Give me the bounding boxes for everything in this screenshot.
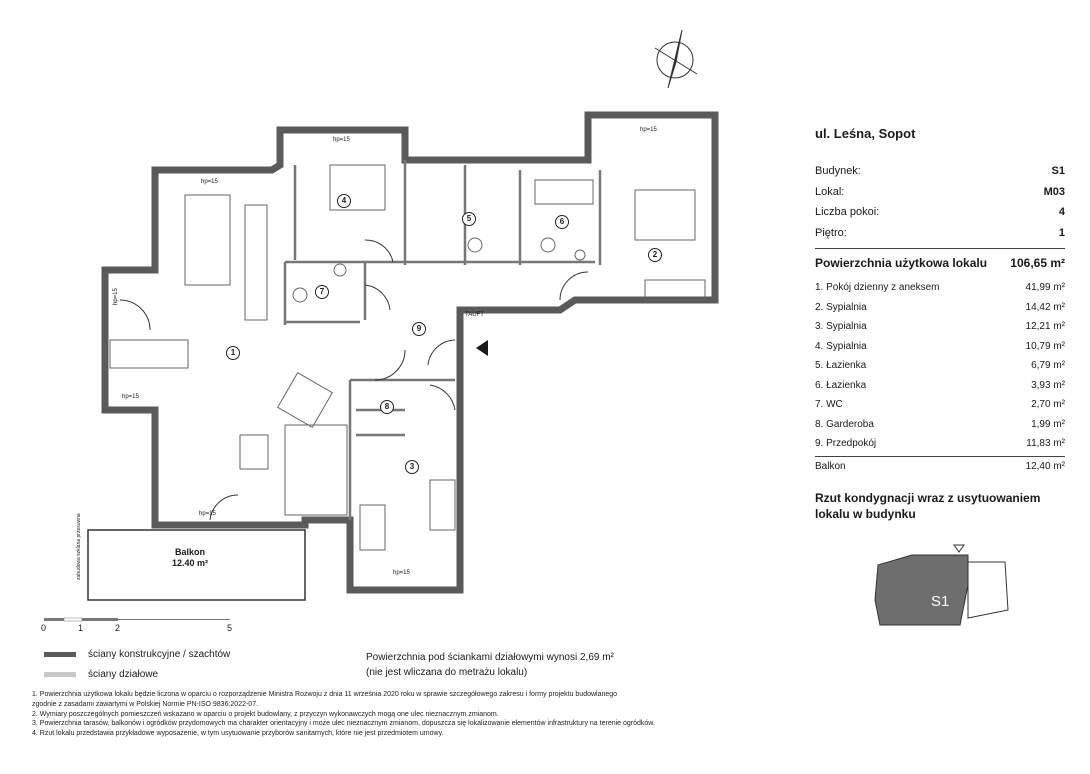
detail-label: Liczba pokoi: — [815, 206, 880, 218]
height-label: hp=15 — [640, 127, 657, 133]
room-number-6: 6 — [555, 215, 569, 229]
room-label: 7. WC — [815, 399, 843, 410]
scale-bar — [44, 618, 230, 621]
detail-value: 4 — [1058, 206, 1065, 218]
legend-item-structural — [44, 644, 230, 664]
room-label: 6. Łazienka — [815, 379, 867, 391]
partition-walls — [285, 160, 600, 520]
balcony-row-value: 12,40 m² — [1025, 460, 1065, 472]
room-area: 6,79 m² — [1031, 360, 1065, 371]
detail-label: Lokal: — [815, 185, 845, 198]
info-panel — [815, 126, 1065, 522]
wall-note-line: (nie jest wliczana do metrażu lokalu) — [366, 667, 528, 678]
usable-area-row — [815, 248, 1065, 272]
address-title: ul. Leśna, Sopot — [815, 126, 916, 141]
usable-area-label: Powierzchnia użytkowa lokalu — [815, 256, 988, 270]
room-area: 1,99 m² — [1031, 418, 1065, 430]
detail-row-building — [815, 161, 1065, 182]
footnotes — [32, 690, 792, 739]
room-number-3: 3 — [405, 460, 419, 474]
room-area: 14,42 m² — [1025, 301, 1065, 313]
entrance-arrow-icon — [476, 340, 488, 356]
key-plan — [875, 545, 1008, 625]
legend — [44, 644, 230, 684]
room-row — [815, 278, 1065, 298]
scale-tick-1: 1 — [78, 623, 84, 633]
room-label: 9. Przedpokój — [815, 438, 877, 449]
footnote-line: 3. Powierzchnia tarasów, balkonów i ogródków przydomowych ma charakter orientacyjny i może ulec nieznacznym zmianom, dopuszcza się lokalizowanie elementów infrastruktury na terenie ogródków. — [32, 720, 655, 728]
room-number-4: 4 — [337, 194, 351, 208]
room-row — [815, 415, 1065, 435]
footnote-line: zgodnie z zasadami zawartymi w Polskiej Normie PN-ISO 9836:2022-07. — [32, 700, 259, 708]
scale-tick-5: 5 — [227, 623, 233, 633]
height-label: hp=15 — [122, 394, 139, 400]
height-label: hp=15 — [333, 137, 350, 143]
detail-value: M03 — [1043, 185, 1065, 198]
height-label: hp=15 — [113, 288, 119, 305]
scale-tick-2: 2 — [115, 623, 121, 633]
room-row — [815, 317, 1065, 337]
room-number-8: 8 — [380, 400, 394, 414]
room-area: 41,99 m² — [1025, 282, 1065, 293]
balcony-area: 12.40 m² — [171, 558, 209, 568]
scale-tick-0: 0 — [41, 623, 47, 633]
room-area: 2,70 m² — [1031, 399, 1065, 410]
room-area: 3,93 m² — [1031, 379, 1065, 391]
room-row — [815, 395, 1065, 415]
room-area: 10,79 m² — [1025, 340, 1065, 352]
room-row — [815, 356, 1065, 376]
legend-label: ściany działowe — [88, 668, 159, 680]
room-row — [815, 434, 1065, 454]
balcony-side-note: zabudowa szklana przesuwna — [76, 513, 82, 580]
footnote-line: 4. Rzut lokalu przedstawia przykładowe wyposażenie, w tym usytuowanie przyborów sanitarnych, które nie jest przedmiotem umowy. — [32, 730, 444, 738]
balcony-name: Balkon — [174, 547, 205, 557]
room-number-1: 1 — [226, 346, 240, 360]
key-plan-building-label: S1 — [931, 593, 950, 610]
room-label: 3. Sypialnia — [815, 321, 867, 332]
legend-label: ściany konstrukcyjne / szachtów — [88, 648, 231, 660]
legend-swatch-partition — [44, 672, 76, 677]
room-number-5: 5 — [462, 212, 476, 226]
detail-row-rooms-count — [815, 202, 1065, 223]
room-label: 5. Łazienka — [815, 360, 867, 371]
wall-note — [366, 650, 614, 680]
detail-row-floor — [815, 223, 1065, 244]
height-label: hp=15 — [199, 511, 216, 517]
footnote-line: 2. Wymiary poszczególnych pomieszczeń wskazano w oparciu o projekt budowlany, z przyczyn wykonawczych mogą one ulec nieznacznym zmianom. — [32, 710, 499, 718]
details-list — [815, 161, 1065, 243]
footnote-line: 1. Powierzchnia użytkowa lokalu będzie liczona w oparciu o rozporządzenie Ministra Rozwoju z dnia 11 września 2020 roku w sprawie szczegółowego zakresu i formy projektu budowlanego — [32, 691, 618, 698]
detail-label: Budynek: — [815, 165, 861, 177]
detail-value: 1 — [1058, 226, 1065, 239]
room-label: 1. Pokój dzienny z aneksem — [815, 282, 940, 293]
height-label: hp=15 — [393, 570, 410, 576]
usable-area-value: 106,65 m² — [1010, 256, 1065, 270]
detail-row-unit — [815, 182, 1065, 203]
furniture — [110, 165, 705, 550]
room-number-9: 9 — [412, 322, 426, 336]
shaft-label: TAUFT — [465, 312, 484, 318]
room-area: 12,21 m² — [1025, 321, 1065, 332]
scale-labels — [38, 623, 238, 635]
detail-label: Piętro: — [815, 226, 847, 239]
north-arrow-icon — [655, 30, 697, 88]
room-row — [815, 376, 1065, 396]
room-area: 11,83 m² — [1026, 438, 1065, 449]
room-label: 8. Garderoba — [815, 418, 874, 430]
balcony-row — [815, 456, 1065, 476]
room-number-2: 2 — [648, 248, 662, 262]
balcony-label — [150, 547, 230, 569]
room-row — [815, 298, 1065, 318]
balcony-row-label: Balkon — [815, 460, 846, 472]
legend-item-partition — [44, 664, 230, 684]
room-label: 2. Sypialnia — [815, 301, 867, 313]
room-label: 4. Sypialnia — [815, 340, 867, 352]
structural-walls — [105, 115, 715, 590]
wall-note-line: Powierzchnia pod ściankami działowymi wynosi 2,69 m² — [366, 652, 614, 663]
plan-subtitle: Rzut kondygnacji wraz z usytuowaniem lokalu w budynku — [815, 490, 1041, 521]
room-row — [815, 337, 1065, 357]
rooms-list — [815, 278, 1065, 454]
detail-value: S1 — [1051, 165, 1065, 177]
room-number-7: 7 — [315, 285, 329, 299]
legend-swatch-structural — [44, 652, 76, 657]
height-label: hp=15 — [201, 179, 218, 185]
